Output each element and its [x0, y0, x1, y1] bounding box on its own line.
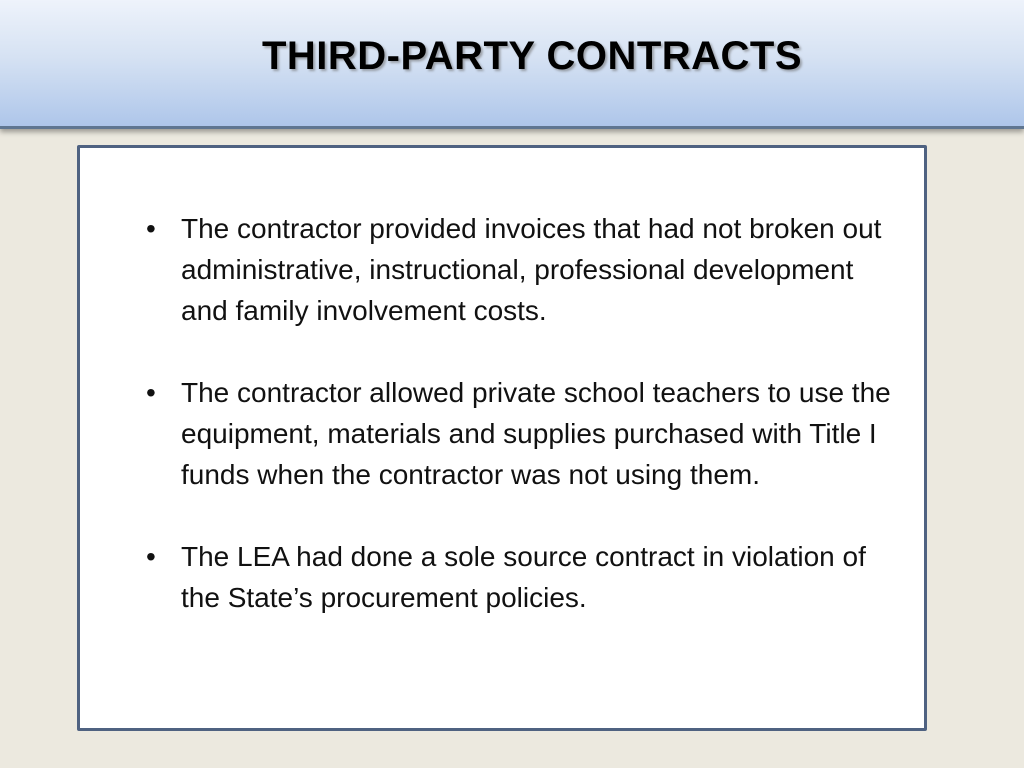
bullet-list: [146, 208, 906, 618]
slide-title: THIRD-PARTY CONTRACTS: [261, 34, 803, 78]
bullet-item: [146, 372, 906, 495]
bullet-text: The LEA had done a sole source contract in violation of the State’s procurement policies.: [181, 541, 866, 613]
title-bar: [0, 0, 1024, 129]
content-box: [77, 145, 927, 731]
bullet-item: [146, 536, 906, 618]
bullet-icon: •: [146, 377, 156, 408]
bullet-text: The contractor allowed private school teachers to use the equipment, materials and supplies purchased with Title I funds when the contractor was not using them.: [181, 377, 891, 490]
bullet-item: [146, 208, 906, 331]
bullet-icon: •: [146, 213, 156, 244]
bullet-text: The contractor provided invoices that had not broken out administrative, instructional, professional development and family involvement costs.: [181, 213, 882, 326]
bullet-icon: •: [146, 541, 156, 572]
